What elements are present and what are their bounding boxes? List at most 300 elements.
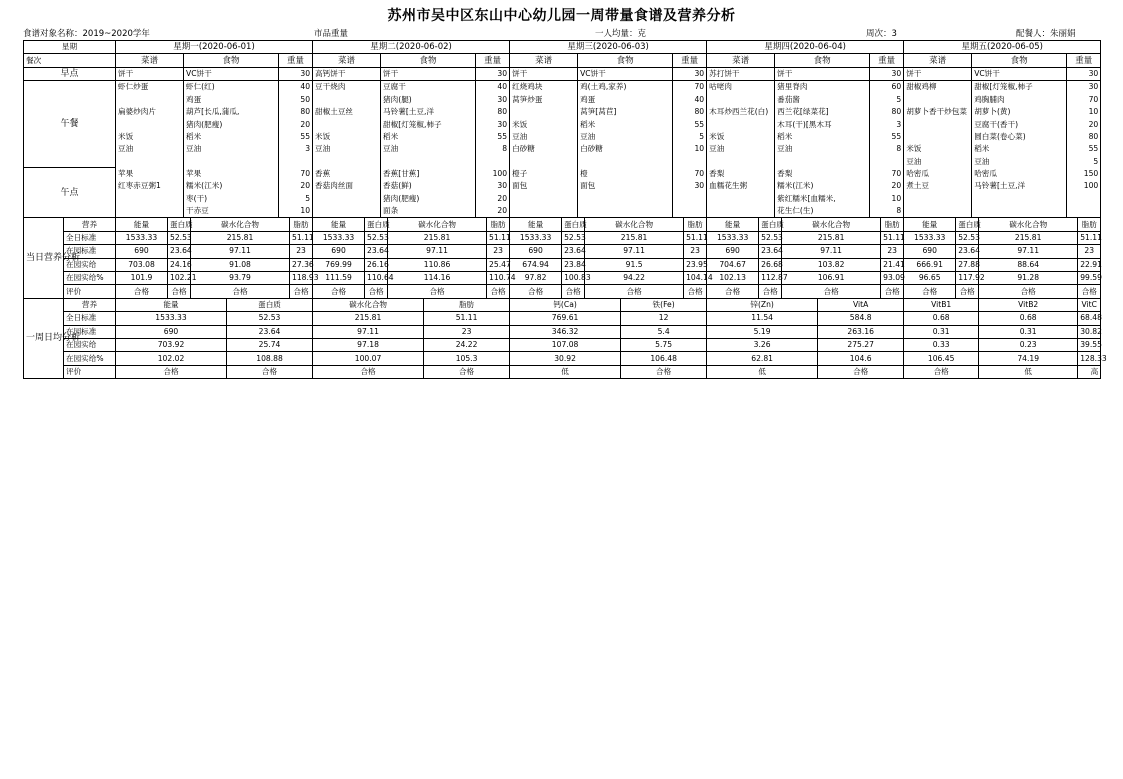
- metric-value: 97.18: [313, 338, 424, 351]
- food-name: [184, 156, 279, 168]
- dish-name: 饼干: [510, 67, 578, 80]
- dish-name: [313, 193, 381, 205]
- header-weight: 重量: [870, 54, 904, 67]
- metric-value: 5.75: [621, 338, 707, 351]
- nutrient-col-header: 蛋白质: [168, 218, 191, 231]
- metric-value: 1533.33: [116, 231, 168, 244]
- dish-name: [904, 205, 972, 218]
- food-weight: 55: [673, 118, 707, 130]
- metric-value: 合格: [562, 285, 585, 298]
- metric-value: 23.64: [168, 245, 191, 258]
- food-weight: 30: [476, 118, 510, 130]
- metric-value: 263.16: [818, 325, 904, 338]
- meta-weight: 市品重量: [314, 29, 349, 39]
- nutrient-col-header: 能量: [510, 218, 562, 231]
- metric-value: 23.95: [684, 258, 707, 271]
- food-weight: 30: [476, 67, 510, 80]
- metric-value: 769.99: [313, 258, 365, 271]
- metric-value: 合格: [904, 365, 979, 378]
- metric-value: 合格: [904, 285, 956, 298]
- food-weight: 30: [673, 67, 707, 80]
- food-weight: 40: [476, 81, 510, 94]
- metric-value: 合格: [313, 365, 424, 378]
- section-weekly-analysis: 一周日均分析: [24, 298, 64, 378]
- food-name: 番茄酱: [775, 94, 870, 106]
- food-weight: 10: [1067, 106, 1101, 118]
- food-name: [381, 156, 476, 168]
- metric-value: 97.11: [585, 245, 684, 258]
- food-name: 哈密瓜: [972, 168, 1067, 180]
- metric-value: 106.45: [904, 352, 979, 365]
- food-name: 干赤豆: [184, 205, 279, 218]
- metric-value: 99.59: [1078, 272, 1101, 285]
- metric-value: 104.14: [684, 272, 707, 285]
- dish-name: 豆油: [313, 143, 381, 155]
- section-daily-analysis: 当日营养分析: [24, 218, 64, 298]
- food-weight: 70: [279, 168, 313, 180]
- metric-value: 低: [510, 365, 621, 378]
- header-weekday-label: 星期: [24, 41, 116, 54]
- metric-value: 215.81: [388, 231, 487, 244]
- metric-value: 合格: [424, 365, 510, 378]
- metric-value: 23.64: [956, 245, 979, 258]
- food-weight: 5: [1067, 156, 1101, 168]
- metric-value: 25.74: [227, 338, 313, 351]
- nutrient-col-header: VitB2: [979, 298, 1078, 311]
- food-name: 圆白菜(卷心菜): [972, 131, 1067, 143]
- nutrient-col-header: 脂肪: [424, 298, 510, 311]
- metric-value: 690: [116, 325, 227, 338]
- dish-name: 豆干烧肉: [313, 81, 381, 94]
- section-lunch: 午餐: [24, 81, 116, 168]
- food-name: [775, 156, 870, 168]
- metric-value: 690: [707, 245, 759, 258]
- food-name: 花生仁(生): [775, 205, 870, 218]
- dish-name: [707, 193, 775, 205]
- food-name: 苹果: [184, 168, 279, 180]
- metric-value: 690: [116, 245, 168, 258]
- metric-value: 101.9: [116, 272, 168, 285]
- food-name: 木耳(干)[黑木耳: [775, 118, 870, 130]
- food-name: 豆油: [381, 143, 476, 155]
- nutrient-col-header: VitA: [818, 298, 904, 311]
- header-day: 星期一(2020-06-01): [116, 41, 313, 54]
- food-name: 鸡胸脯肉: [972, 94, 1067, 106]
- food-weight: 30: [673, 180, 707, 192]
- metric-value: 52.53: [759, 231, 782, 244]
- dish-name: 米饭: [510, 118, 578, 130]
- metric-value: 674.94: [510, 258, 562, 271]
- metric-value: 0.31: [904, 325, 979, 338]
- food-weight: 80: [279, 106, 313, 118]
- food-weight: 30: [1067, 81, 1101, 94]
- food-weight: 80: [1067, 131, 1101, 143]
- metric-value: 合格: [707, 285, 759, 298]
- nutrient-col-header: 能量: [116, 298, 227, 311]
- food-name: 猪肉(肥瘦): [381, 193, 476, 205]
- header-food: 食物: [775, 54, 870, 67]
- metric-value: 52.53: [168, 231, 191, 244]
- food-name: 鸡(土鸡,家养): [578, 81, 673, 94]
- food-name: VC饼干: [578, 67, 673, 80]
- metric-value: 94.22: [585, 272, 684, 285]
- metric-value: 215.81: [585, 231, 684, 244]
- dish-name: [510, 106, 578, 118]
- nutrient-col-header: 蛋白质: [227, 298, 313, 311]
- metric-value: 3.26: [707, 338, 818, 351]
- dish-name: [116, 156, 184, 168]
- dish-name: 煮土豆: [904, 180, 972, 192]
- metric-value: 103.82: [782, 258, 881, 271]
- nutrient-header-label: 营养: [64, 298, 116, 311]
- dish-name: 豆油: [904, 156, 972, 168]
- food-name: VC饼干: [184, 67, 279, 80]
- food-name: 鸡蛋: [578, 94, 673, 106]
- food-name: 豆油: [972, 156, 1067, 168]
- food-weight: 3: [279, 143, 313, 155]
- dish-name: [707, 118, 775, 130]
- dish-name: [116, 205, 184, 218]
- metric-value: 100.83: [562, 272, 585, 285]
- food-weight: 100: [1067, 180, 1101, 192]
- food-weight: 70: [1067, 94, 1101, 106]
- metric-value: 110.74: [487, 272, 510, 285]
- dish-name: 红枣赤豆粥1: [116, 180, 184, 192]
- metric-value: 合格: [313, 285, 365, 298]
- metric-value: 1533.33: [904, 231, 956, 244]
- metric-name: 评价: [64, 285, 116, 298]
- metric-value: 88.64: [979, 258, 1078, 271]
- food-name: 莴笋[莴苣]: [578, 106, 673, 118]
- header-dish: 菜谱: [116, 54, 184, 67]
- header-weight: 重量: [673, 54, 707, 67]
- food-name: 甜椒[灯笼椒,柿子: [972, 81, 1067, 94]
- metric-value: 110.86: [388, 258, 487, 271]
- metric-value: 39.55: [1078, 338, 1101, 351]
- metric-value: 合格: [979, 285, 1078, 298]
- metric-value: 23.64: [365, 245, 388, 258]
- metric-value: 215.81: [979, 231, 1078, 244]
- dish-name: 高钙饼干: [313, 67, 381, 80]
- header-weight: 重量: [1067, 54, 1101, 67]
- metric-value: 1533.33: [510, 231, 562, 244]
- dish-name: [707, 94, 775, 106]
- dish-name: 豆油: [707, 143, 775, 155]
- nutrient-col-header: 能量: [313, 218, 365, 231]
- metric-value: 23.84: [562, 258, 585, 271]
- metric-value: 合格: [191, 285, 290, 298]
- food-weight: 150: [1067, 168, 1101, 180]
- food-name: 饼干: [775, 67, 870, 80]
- nutrient-col-header: 能量: [116, 218, 168, 231]
- dish-name: [510, 205, 578, 218]
- food-weight: 5: [279, 193, 313, 205]
- dish-name: 米饭: [904, 143, 972, 155]
- metric-value: 0.68: [904, 312, 979, 325]
- metric-name: 在园实给: [64, 338, 116, 351]
- metric-value: 27.88: [956, 258, 979, 271]
- metric-value: 107.08: [510, 338, 621, 351]
- metric-value: 666.91: [904, 258, 956, 271]
- food-name: 橙: [578, 168, 673, 180]
- dish-name: 红烧鸡块: [510, 81, 578, 94]
- food-name: 白砂糖: [578, 143, 673, 155]
- section-snack: 午点: [24, 168, 116, 218]
- dish-name: 咕咾肉: [707, 81, 775, 94]
- food-weight: [673, 156, 707, 168]
- food-name: [578, 156, 673, 168]
- food-weight: 20: [870, 180, 904, 192]
- food-weight: 5: [870, 94, 904, 106]
- food-name: 甜椒[灯笼椒,柿子: [381, 118, 476, 130]
- nutrient-col-header: 碳水化合物: [191, 218, 290, 231]
- dish-name: 米饭: [313, 131, 381, 143]
- food-weight: 100: [476, 168, 510, 180]
- metric-value: 97.11: [313, 325, 424, 338]
- nutrient-col-header: 钙(Ca): [510, 298, 621, 311]
- dish-name: 豆油: [116, 143, 184, 155]
- metric-value: 51.11: [881, 231, 904, 244]
- metric-value: 25.47: [487, 258, 510, 271]
- food-weight: 8: [870, 143, 904, 155]
- food-name: 稻米: [972, 143, 1067, 155]
- food-weight: [673, 205, 707, 218]
- metric-value: 690: [510, 245, 562, 258]
- food-name: 胡萝卜(黄): [972, 106, 1067, 118]
- metric-value: 690: [313, 245, 365, 258]
- header-food: 食物: [381, 54, 476, 67]
- metric-value: 24.16: [168, 258, 191, 271]
- metric-value: 106.48: [621, 352, 707, 365]
- food-weight: 20: [279, 118, 313, 130]
- dish-name: 虾仁炒蛋: [116, 81, 184, 94]
- food-weight: 30: [279, 67, 313, 80]
- metric-value: 346.32: [510, 325, 621, 338]
- header-dish: 菜谱: [707, 54, 775, 67]
- metric-value: 合格: [881, 285, 904, 298]
- food-name: 饼干: [381, 67, 476, 80]
- food-weight: 80: [673, 106, 707, 118]
- metric-value: 97.82: [510, 272, 562, 285]
- metric-value: 102.13: [707, 272, 759, 285]
- food-weight: [870, 156, 904, 168]
- food-weight: 70: [673, 168, 707, 180]
- food-name: 稻米: [184, 131, 279, 143]
- metric-value: 97.11: [191, 245, 290, 258]
- nutrient-col-header: 碳水化合物: [782, 218, 881, 231]
- food-name: 香菇(鲜): [381, 180, 476, 192]
- dish-name: 香梨: [707, 168, 775, 180]
- dish-name: [313, 94, 381, 106]
- food-name: 糯米(江米): [184, 180, 279, 192]
- food-weight: 70: [673, 81, 707, 94]
- food-name: 葫芦[长瓜,蒲瓜,: [184, 106, 279, 118]
- metric-value: 30.82: [1078, 325, 1101, 338]
- metric-name: 全日标准: [64, 312, 116, 325]
- nutrient-col-header: 碳水化合物: [585, 218, 684, 231]
- metric-value: 21.41: [881, 258, 904, 271]
- metric-value: 74.19: [979, 352, 1078, 365]
- metric-value: 1533.33: [313, 231, 365, 244]
- metric-value: 97.11: [782, 245, 881, 258]
- food-name: 马铃薯[土豆,洋: [972, 180, 1067, 192]
- metric-value: 合格: [684, 285, 707, 298]
- metric-name: 在园标准: [64, 245, 116, 258]
- dish-name: [313, 118, 381, 130]
- nutrient-col-header: 锌(Zn): [707, 298, 818, 311]
- metric-value: 52.53: [956, 231, 979, 244]
- food-name: 稻米: [775, 131, 870, 143]
- dish-name: 米饭: [116, 131, 184, 143]
- metric-value: 5.4: [621, 325, 707, 338]
- metric-value: 128.33: [1078, 352, 1101, 365]
- dish-name: 苏打饼干: [707, 67, 775, 80]
- metric-value: 11.54: [707, 312, 818, 325]
- metric-value: 106.91: [782, 272, 881, 285]
- nutrient-col-header: 能量: [904, 218, 956, 231]
- food-weight: [279, 156, 313, 168]
- food-weight: 30: [1067, 67, 1101, 80]
- dish-name: [707, 205, 775, 218]
- dish-name: 莴笋炒蛋: [510, 94, 578, 106]
- metric-value: 合格: [585, 285, 684, 298]
- header-weight: 重量: [476, 54, 510, 67]
- metric-value: 52.53: [227, 312, 313, 325]
- menu-table: [23, 40, 1107, 379]
- metric-value: 51.11: [424, 312, 510, 325]
- metric-value: 5.19: [707, 325, 818, 338]
- metric-value: 1533.33: [116, 312, 227, 325]
- dish-name: 米饭: [707, 131, 775, 143]
- metric-value: 111.59: [313, 272, 365, 285]
- metric-value: 275.27: [818, 338, 904, 351]
- food-weight: 70: [870, 168, 904, 180]
- metric-value: 51.11: [290, 231, 313, 244]
- metric-name: 在园标准: [64, 325, 116, 338]
- dish-name: 面包: [510, 180, 578, 192]
- dish-name: 饼干: [116, 67, 184, 80]
- food-name: 豆油: [184, 143, 279, 155]
- metric-value: 合格: [782, 285, 881, 298]
- food-name: 面包: [578, 180, 673, 192]
- food-weight: 20: [476, 205, 510, 218]
- header-food: 食物: [972, 54, 1067, 67]
- food-weight: 55: [870, 131, 904, 143]
- nutrient-col-header: 脂肪: [290, 218, 313, 231]
- food-name: 糯米(江米): [775, 180, 870, 192]
- metric-value: 26.16: [365, 258, 388, 271]
- metric-value: 30.92: [510, 352, 621, 365]
- nutrient-col-header: 碳水化合物: [313, 298, 424, 311]
- dish-name: [313, 205, 381, 218]
- dish-name: 血糯花生粥: [707, 180, 775, 192]
- food-name: [578, 205, 673, 218]
- metric-value: 215.81: [191, 231, 290, 244]
- metric-value: 高: [1078, 365, 1101, 378]
- metric-value: 215.81: [313, 312, 424, 325]
- food-name: 香梨: [775, 168, 870, 180]
- nutrient-col-header: 蛋白质: [759, 218, 782, 231]
- metric-value: 97.11: [388, 245, 487, 258]
- metric-value: 114.16: [388, 272, 487, 285]
- food-weight: 5: [673, 131, 707, 143]
- metric-value: 93.79: [191, 272, 290, 285]
- nutrient-col-header: 蛋白质: [562, 218, 585, 231]
- food-name: 稻米: [381, 131, 476, 143]
- food-name: [972, 193, 1067, 205]
- nutrient-col-header: 碳水化合物: [388, 218, 487, 231]
- header-food: 食物: [578, 54, 673, 67]
- food-weight: 8: [476, 143, 510, 155]
- dish-name: 木耳炒西兰花(白): [707, 106, 775, 118]
- meta-unit: 一人均量：克: [595, 29, 647, 39]
- metric-name: 评价: [64, 365, 116, 378]
- metric-value: 703.08: [116, 258, 168, 271]
- food-weight: 80: [870, 106, 904, 118]
- dish-name: 胡萝卜香干炒包菜: [904, 106, 972, 118]
- nutrient-header-label: 营养: [64, 218, 116, 231]
- metric-value: 584.8: [818, 312, 904, 325]
- dish-name: 扁婆炒肉片: [116, 106, 184, 118]
- metric-value: 91.08: [191, 258, 290, 271]
- metric-value: 118.93: [290, 272, 313, 285]
- nutrient-col-header: 蛋白质: [365, 218, 388, 231]
- metric-value: 68.48: [1078, 312, 1101, 325]
- metric-value: 合格: [621, 365, 707, 378]
- nutrient-col-header: 铁(Fe): [621, 298, 707, 311]
- dish-name: [904, 193, 972, 205]
- food-name: 稻米: [578, 118, 673, 130]
- nutrient-col-header: VitC: [1078, 298, 1101, 311]
- metric-value: 62.81: [707, 352, 818, 365]
- nutrient-col-header: 碳水化合物: [979, 218, 1078, 231]
- dish-name: [707, 156, 775, 168]
- metric-value: 低: [979, 365, 1078, 378]
- header-day: 星期四(2020-06-04): [707, 41, 904, 54]
- header-day: 星期五(2020-06-05): [904, 41, 1101, 54]
- dish-name: 豆油: [510, 131, 578, 143]
- food-name: VC饼干: [972, 67, 1067, 80]
- metric-value: 690: [904, 245, 956, 258]
- dish-name: 甜椒鸡柳: [904, 81, 972, 94]
- metric-name: 在园实给%: [64, 272, 116, 285]
- header-food: 食物: [184, 54, 279, 67]
- metric-value: 合格: [487, 285, 510, 298]
- metric-value: 合格: [759, 285, 782, 298]
- metric-value: 0.31: [979, 325, 1078, 338]
- food-weight: [673, 193, 707, 205]
- food-name: 猪里脊肉: [775, 81, 870, 94]
- header-day: 星期三(2020-06-03): [510, 41, 707, 54]
- metric-value: 23.64: [227, 325, 313, 338]
- metric-value: 52.53: [365, 231, 388, 244]
- food-name: 猪肉(腿): [381, 94, 476, 106]
- food-name: 豆腐干: [381, 81, 476, 94]
- food-weight: [1067, 205, 1101, 218]
- metric-value: 703.92: [116, 338, 227, 351]
- dish-name: [904, 118, 972, 130]
- food-name: 豆油: [775, 143, 870, 155]
- food-name: 香蕉[甘蕉]: [381, 168, 476, 180]
- food-weight: 20: [279, 180, 313, 192]
- food-name: 面条: [381, 205, 476, 218]
- metric-value: 91.5: [585, 258, 684, 271]
- food-weight: [476, 156, 510, 168]
- metric-value: 合格: [227, 365, 313, 378]
- metric-name: 在园实给: [64, 258, 116, 271]
- metric-value: 104.6: [818, 352, 904, 365]
- dish-name: 香蕉: [313, 168, 381, 180]
